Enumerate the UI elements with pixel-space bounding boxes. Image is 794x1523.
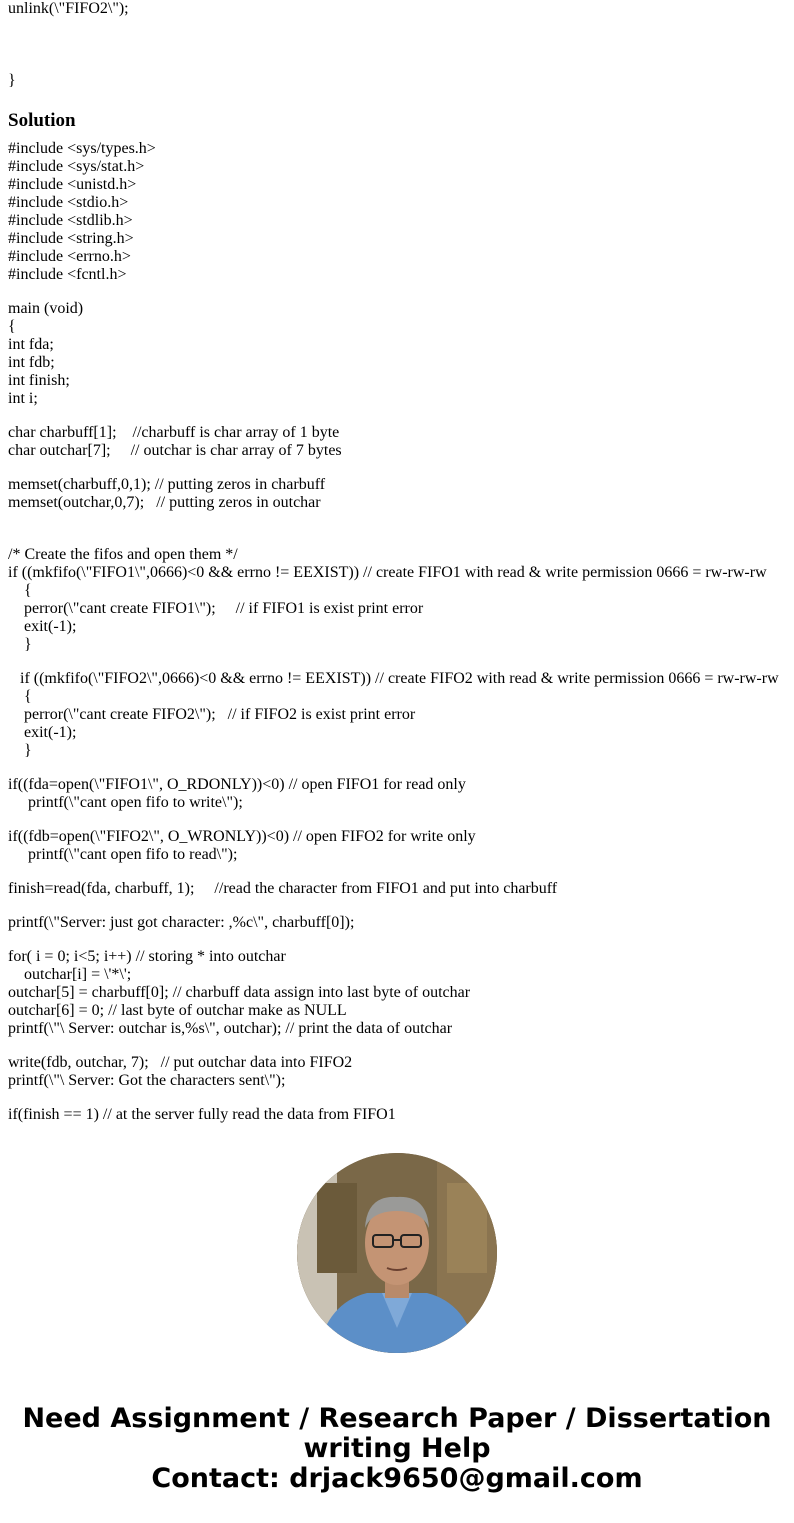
code-line: int fda; bbox=[8, 336, 54, 353]
code-line: #include <string.h> bbox=[8, 230, 134, 247]
footer-banner bbox=[0, 1124, 794, 1523]
top-code-fragment bbox=[8, 0, 794, 90]
code-block bbox=[8, 546, 794, 654]
document-body bbox=[8, 0, 794, 1124]
code-line: #include <fcntl.h> bbox=[8, 266, 127, 283]
code-line: unlink(\"FIFO2\"); bbox=[8, 0, 129, 17]
code-line: perror(\"cant create FIFO2\"); // if FIFO2 is exist print error bbox=[8, 706, 416, 723]
solution-code bbox=[8, 140, 794, 1124]
code-line: #include <errno.h> bbox=[8, 248, 131, 265]
paragraph-gap bbox=[8, 864, 794, 880]
code-line: if(finish == 1) // at the server fully read the data from FIFO1 bbox=[8, 1106, 396, 1123]
code-line: } bbox=[8, 636, 32, 653]
code-line: { bbox=[8, 582, 32, 599]
code-line: { bbox=[8, 318, 16, 335]
code-line: char outchar[7]; // outchar is char array of 7 bytes bbox=[8, 442, 342, 459]
code-line bbox=[8, 512, 794, 530]
code-line: char charbuff[1]; //charbuff is char array of 1 byte bbox=[8, 424, 340, 441]
promo-line: writing Help bbox=[303, 1433, 491, 1464]
code-line: outchar[i] = \'*\'; bbox=[8, 966, 132, 983]
code-line: memset(outchar,0,7); // putting zeros in outchar bbox=[8, 494, 321, 511]
paragraph-gap bbox=[8, 284, 794, 300]
paragraph-gap bbox=[8, 932, 794, 948]
code-line: int i; bbox=[8, 390, 38, 407]
person-portrait-image bbox=[297, 1153, 497, 1353]
code-block bbox=[8, 776, 794, 812]
paragraph-gap bbox=[8, 898, 794, 914]
paragraph-gap bbox=[8, 530, 794, 546]
code-line: int fdb; bbox=[8, 354, 55, 371]
code-line: #include <stdlib.h> bbox=[8, 212, 133, 229]
code-line: printf(\"\ Server: Got the characters sent\"); bbox=[8, 1072, 286, 1089]
code-line: if((fda=open(\"FIFO1\", O_RDONLY))<0) // open FIFO1 for read only bbox=[8, 776, 466, 793]
code-line: if ((mkfifo(\"FIFO2\",0666)<0 && errno != EEXIST)) // create FIFO2 with read & write permission 0666 = rw-rw-rw bbox=[8, 670, 779, 687]
code-line: if((fdb=open(\"FIFO2\", O_WRONLY))<0) // open FIFO2 for write only bbox=[8, 828, 476, 845]
paragraph-gap bbox=[8, 460, 794, 476]
code-line: #include <sys/stat.h> bbox=[8, 158, 145, 175]
promo-text bbox=[0, 1404, 794, 1494]
code-line bbox=[8, 54, 794, 72]
code-line: perror(\"cant create FIFO1\"); // if FIFO1 is exist print error bbox=[8, 600, 424, 617]
code-line: finish=read(fda, charbuff, 1); //read the character from FIFO1 and put into charbuff bbox=[8, 880, 558, 897]
code-block bbox=[8, 880, 794, 898]
code-line: #include <unistd.h> bbox=[8, 176, 137, 193]
code-line: } bbox=[8, 72, 16, 89]
promo-contact: Contact: drjack9650@gmail.com bbox=[151, 1463, 643, 1494]
code-block bbox=[8, 828, 794, 864]
code-line: #include <sys/types.h> bbox=[8, 140, 156, 157]
code-line: for( i = 0; i<5; i++) // storing * into outchar bbox=[8, 948, 286, 965]
code-line: printf(\"Server: just got character: ,%c\", charbuff[0]); bbox=[8, 914, 355, 931]
paragraph-gap bbox=[8, 654, 794, 670]
code-line: outchar[5] = charbuff[0]; // charbuff data assign into last byte of outchar bbox=[8, 984, 471, 1001]
code-block bbox=[8, 948, 794, 1038]
author-photo bbox=[297, 1153, 497, 1353]
code-block bbox=[8, 424, 794, 460]
code-line: exit(-1); bbox=[8, 724, 77, 741]
code-line: /* Create the fifos and open them */ bbox=[8, 546, 238, 563]
code-block bbox=[8, 1106, 794, 1124]
code-line: outchar[6] = 0; // last byte of outchar make as NULL bbox=[8, 1002, 347, 1019]
paragraph-gap bbox=[8, 1090, 794, 1106]
code-block bbox=[8, 670, 794, 760]
code-line: } bbox=[8, 742, 32, 759]
code-line: write(fdb, outchar, 7); // put outchar data into FIFO2 bbox=[8, 1054, 353, 1071]
code-line: printf(\"cant open fifo to write\"); bbox=[8, 794, 243, 811]
promo-line: Need Assignment / Research Paper / Dissertation bbox=[22, 1403, 772, 1434]
code-block bbox=[8, 300, 794, 408]
code-line bbox=[8, 18, 794, 36]
code-line: #include <stdio.h> bbox=[8, 194, 129, 211]
code-block bbox=[8, 140, 794, 284]
solution-heading: Solution bbox=[8, 110, 76, 131]
code-line: { bbox=[8, 688, 32, 705]
paragraph-gap bbox=[8, 408, 794, 424]
code-line: printf(\"\ Server: outchar is,%s\", outchar); // print the data of outchar bbox=[8, 1020, 453, 1037]
code-line: printf(\"cant open fifo to read\"); bbox=[8, 846, 238, 863]
code-line: int finish; bbox=[8, 372, 70, 389]
code-line: memset(charbuff,0,1); // putting zeros in charbuff bbox=[8, 476, 326, 493]
code-block bbox=[8, 914, 794, 932]
code-line: if ((mkfifo(\"FIFO1\",0666)<0 && errno != EEXIST)) // create FIFO1 with read & write permission 0666 = rw-rw-rw bbox=[8, 564, 767, 581]
paragraph-gap bbox=[8, 760, 794, 776]
code-line: main (void) bbox=[8, 300, 84, 317]
code-block bbox=[8, 476, 794, 530]
code-block bbox=[8, 1054, 794, 1090]
code-line: exit(-1); bbox=[8, 618, 77, 635]
paragraph-gap bbox=[8, 812, 794, 828]
code-line bbox=[8, 36, 794, 54]
paragraph-gap bbox=[8, 1038, 794, 1054]
